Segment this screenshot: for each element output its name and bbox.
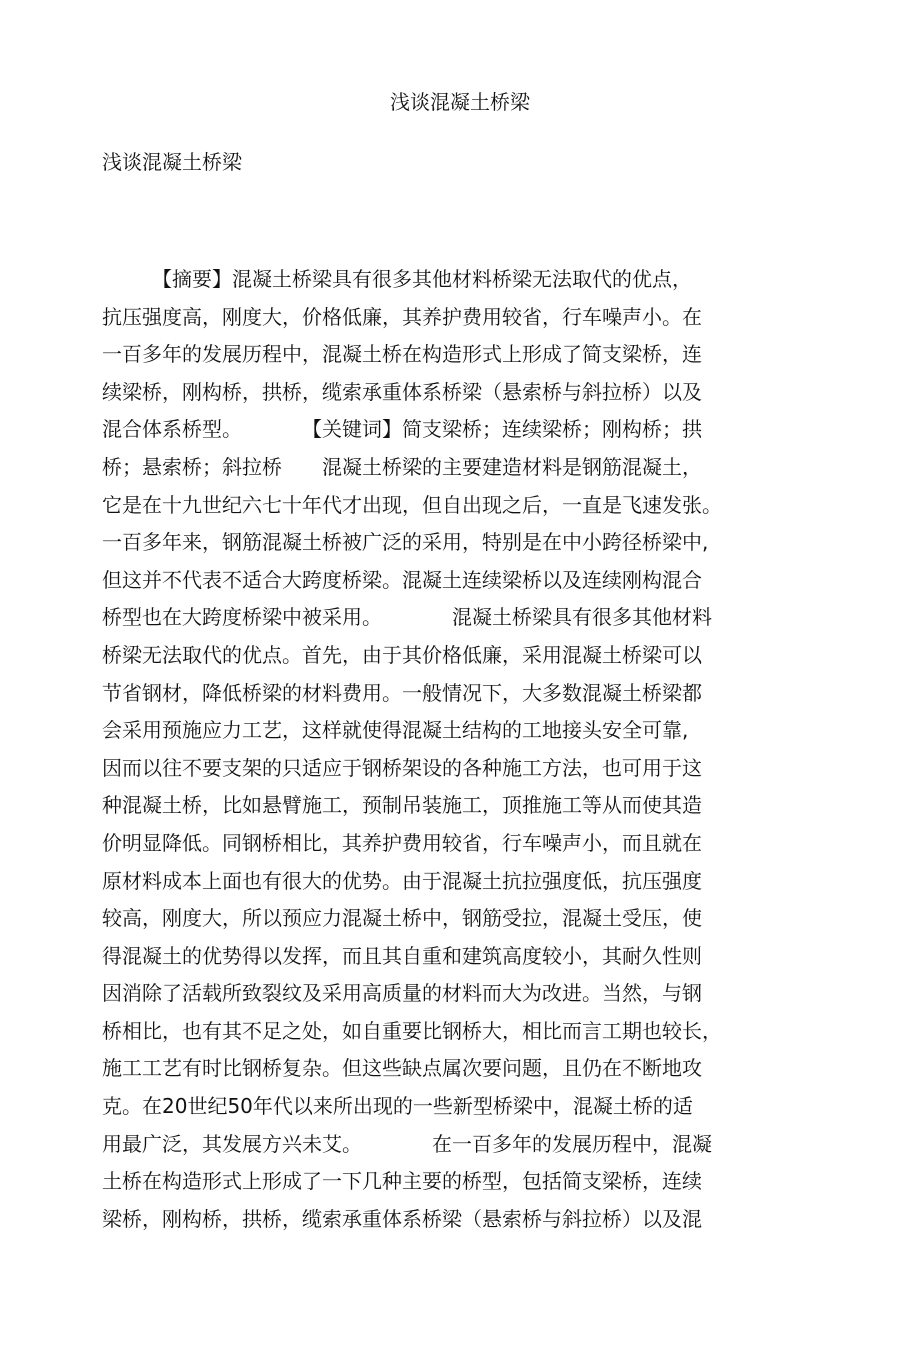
body-line: 用最广泛，其发展方兴未艾。 在一百多年的发展历程中，混凝: [102, 1131, 712, 1156]
body-line: 桥相比，也有其不足之处，如自重要比钢桥大，相比而言工期也较长，: [102, 1018, 722, 1043]
body-line: 较高，刚度大，所以预应力混凝土桥中，钢筋受拉，混凝土受压，使: [102, 906, 702, 931]
body-line: 得混凝土的优势得以发挥，而且其自重和建筑高度较小，其耐久性则: [102, 943, 702, 968]
body-line: 价明显降低。同钢桥相比，其养护费用较省，行车噪声小，而且就在: [102, 830, 702, 855]
body-line: 抗压强度高，刚度大，价格低廉，其养护费用较省，行车噪声小。在: [102, 304, 702, 329]
body-line: 原材料成本上面也有很大的优势。由于混凝土抗拉强度低，抗压强度: [102, 868, 702, 893]
document-subtitle: 浅谈混凝土桥梁: [102, 150, 242, 174]
body-line: 桥型也在大跨度桥梁中被采用。 混凝土桥梁具有很多其他材料: [102, 605, 712, 630]
body-line: 【摘要】混凝土桥梁具有很多其他材料桥梁无法取代的优点，: [102, 267, 692, 291]
body-line: 桥；悬索桥；斜拉桥 混凝土桥梁的主要建造材料是钢筋混凝土，: [102, 454, 702, 479]
body-line: 因而以往不要支架的只适应于钢桥架设的各种施工方法，也可用于这: [102, 755, 702, 780]
body-line: 它是在十九世纪六七十年代才出现，但自出现之后，一直是飞速发张。: [102, 492, 722, 517]
body-line: 会采用预施应力工艺，这样就使得混凝土结构的工地接头安全可靠,: [102, 718, 689, 743]
document-title: 浅谈混凝土桥梁: [390, 90, 530, 114]
body-line: 施工工艺有时比钢桥复杂。但这些缺点属次要问题，且仍在不断地攻: [102, 1056, 702, 1081]
document-body: [102, 263, 802, 1240]
body-line: 梁桥，刚构桥，拱桥，缆索承重体系桥梁（悬索桥与斜拉桥）以及混: [102, 1206, 702, 1231]
body-line: 因消除了活载所致裂纹及采用高质量的材料而大为改进。当然，与钢: [102, 981, 702, 1006]
body-line: 节省钢材，降低桥梁的材料费用。一般情况下，大多数混凝土桥梁都: [102, 680, 702, 705]
body-line: 种混凝土桥，比如悬臂施工，预制吊装施工，顶推施工等从而使其造: [102, 793, 702, 818]
body-line: 克。在20世纪50年代以来所出现的一些新型桥梁中，混凝土桥的适: [102, 1094, 693, 1119]
body-line: 混合体系桥型。 【关键词】简支梁桥；连续梁桥；刚构桥；拱: [102, 417, 702, 442]
body-line: 一百多年来，钢筋混凝土桥被广泛的采用，特别是在中小跨径桥梁中,: [102, 530, 709, 555]
body-line: 一百多年的发展历程中，混凝土桥在构造形式上形成了简支梁桥，连: [102, 342, 702, 367]
body-line: 桥梁无法取代的优点。首先，由于其价格低廉，采用混凝土桥梁可以: [102, 642, 702, 667]
body-line: 续梁桥，刚构桥，拱桥，缆索承重体系桥梁（悬索桥与斜拉桥）以及: [102, 379, 702, 404]
body-line: 土桥在构造形式上形成了一下几种主要的桥型，包括简支梁桥，连续: [102, 1169, 702, 1194]
body-line: 但这并不代表不适合大跨度桥梁。混凝土连续梁桥以及连续刚构混合: [102, 567, 702, 592]
